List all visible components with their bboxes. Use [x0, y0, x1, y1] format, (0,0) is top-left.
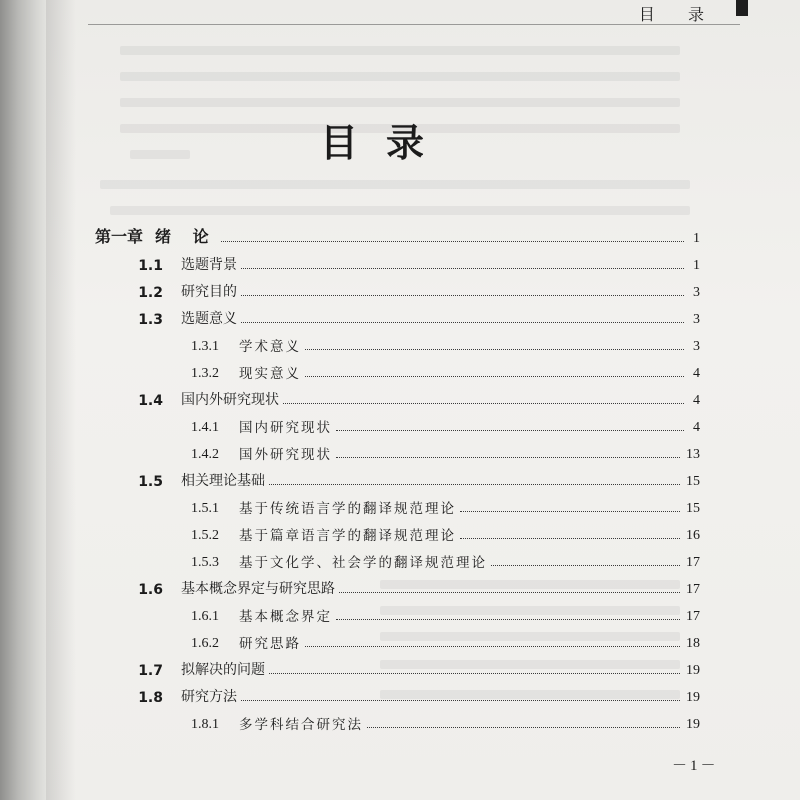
toc-title: 基本概念界定与研究思路	[181, 581, 335, 597]
toc-entry	[95, 301, 700, 328]
toc-title: 国内研究现状	[239, 420, 332, 436]
toc-entry	[95, 409, 700, 436]
dot-leader	[460, 510, 680, 512]
running-head: 目 录	[638, 5, 718, 24]
toc-number: 1.2	[138, 285, 163, 301]
toc-page: 1	[693, 258, 700, 273]
toc-title: 多学科结合研究法	[239, 717, 363, 733]
spine-shadow	[46, 0, 76, 800]
toc-page: 17	[686, 609, 700, 624]
toc-page: 3	[693, 339, 700, 354]
toc-page: 4	[693, 393, 700, 408]
header-rule	[88, 24, 740, 25]
toc-page: 18	[686, 636, 700, 651]
toc-entry	[95, 706, 700, 733]
toc-page: 19	[686, 690, 700, 705]
toc-number: 1.5.1	[191, 501, 219, 516]
dot-leader	[305, 375, 684, 377]
toc-number: 1.6	[138, 582, 163, 598]
toc-number: 1.3.1	[191, 339, 219, 354]
toc-title: 选题意义	[181, 311, 237, 327]
toc-page: 15	[686, 501, 700, 516]
dot-leader	[241, 699, 680, 701]
toc-page: 19	[686, 717, 700, 732]
toc-entry	[95, 274, 700, 301]
dot-leader	[269, 672, 680, 674]
toc-number: 1.4.2	[191, 447, 219, 462]
toc-number: 1.3.2	[191, 366, 219, 381]
toc-page: 15	[686, 474, 700, 489]
toc-title: 国外研究现状	[239, 447, 332, 463]
toc-number: 1.5.2	[191, 528, 219, 543]
toc-entry	[95, 220, 700, 247]
toc-page: 4	[693, 420, 700, 435]
toc-number: 1.6.1	[191, 609, 219, 624]
toc-title: 研究目的	[181, 284, 237, 300]
toc-entry	[95, 355, 700, 382]
toc-title: 绪 论	[155, 227, 217, 246]
toc-page: 4	[693, 366, 700, 381]
dot-leader	[241, 321, 684, 323]
toc-page: 13	[686, 447, 700, 462]
page-number: －1－	[672, 758, 719, 774]
toc-entry	[95, 679, 700, 706]
toc-entry	[95, 328, 700, 355]
toc-number: 1.8	[138, 690, 163, 706]
toc-page: 3	[693, 312, 700, 327]
toc-entry	[95, 598, 700, 625]
toc-title: 学术意义	[239, 339, 301, 355]
toc-page: 3	[693, 285, 700, 300]
toc-entry	[95, 571, 700, 598]
toc-page: 17	[686, 555, 700, 570]
toc-number: 1.6.2	[191, 636, 219, 651]
dot-leader	[491, 564, 680, 566]
toc-entry	[95, 517, 700, 544]
toc-entry	[95, 463, 700, 490]
toc-number: 1.4	[138, 393, 163, 409]
toc-number: 第一章	[95, 227, 144, 246]
dot-leader	[305, 645, 680, 647]
toc-number: 1.4.1	[191, 420, 219, 435]
dot-leader	[269, 483, 680, 485]
toc-page: 19	[686, 663, 700, 678]
toc-page: 17	[686, 582, 700, 597]
toc-entry	[95, 490, 700, 517]
dot-leader	[241, 267, 684, 269]
toc-title: 研究思路	[239, 636, 301, 652]
toc-number: 1.8.1	[191, 717, 219, 732]
book-gutter	[0, 0, 46, 800]
dot-leader	[336, 456, 680, 458]
dot-leader	[336, 618, 680, 620]
dot-leader	[283, 402, 684, 404]
toc-number: 1.1	[138, 258, 163, 274]
toc-number: 1.5	[138, 474, 163, 490]
toc-title: 基于文化学、社会学的翻译规范理论	[239, 555, 487, 571]
toc-page: 16	[686, 528, 700, 543]
dot-leader	[339, 591, 680, 593]
toc-title: 研究方法	[181, 689, 237, 705]
toc-entry	[95, 544, 700, 571]
toc-entry	[95, 247, 700, 274]
toc-title: 基本概念界定	[239, 609, 332, 625]
toc-page: 1	[693, 231, 700, 246]
page-title: 目录	[320, 120, 453, 165]
toc-entry	[95, 652, 700, 679]
toc-number: 1.5.3	[191, 555, 219, 570]
toc-number: 1.3	[138, 312, 163, 328]
toc-title: 拟解决的问题	[181, 662, 265, 678]
toc-entry	[95, 382, 700, 409]
dot-leader	[305, 348, 684, 350]
dot-leader	[367, 726, 680, 728]
toc-title: 基于篇章语言学的翻译规范理论	[239, 528, 456, 544]
page-corner-tab	[736, 0, 748, 16]
toc-title: 基于传统语言学的翻译规范理论	[239, 501, 456, 517]
toc-title: 现实意义	[239, 366, 301, 382]
toc-title: 选题背景	[181, 257, 237, 273]
toc-entry	[95, 625, 700, 652]
dot-leader	[241, 294, 684, 296]
toc-number: 1.7	[138, 663, 163, 679]
dot-leader	[221, 240, 684, 242]
toc-title: 相关理论基础	[181, 473, 265, 489]
dot-leader	[336, 429, 684, 431]
toc-title: 国内外研究现状	[181, 392, 279, 408]
dot-leader	[460, 537, 680, 539]
toc-entry	[95, 436, 700, 463]
table-of-contents	[95, 220, 700, 733]
